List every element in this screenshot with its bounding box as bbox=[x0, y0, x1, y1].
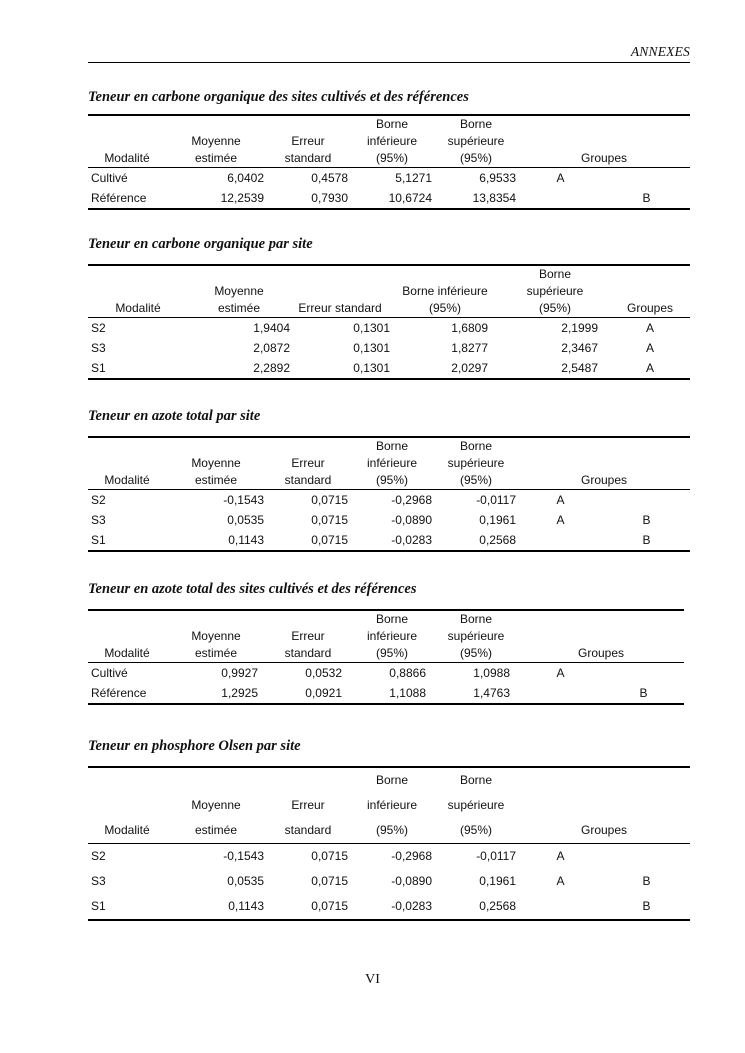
cell-borne-sup: 6,9533 bbox=[479, 170, 516, 185]
cell-borne-inf: 1,1088 bbox=[350, 683, 434, 704]
header-modalite: Modalité bbox=[88, 115, 166, 168]
page-header-title: ANNEXES bbox=[630, 44, 690, 59]
table-row bbox=[88, 869, 690, 894]
cell-groupe-a: A bbox=[556, 665, 565, 680]
cell-moyenne: 1,9404 bbox=[253, 320, 290, 335]
header-moyenne: Moyenne estimée bbox=[188, 265, 290, 318]
cell-modalite: S3 bbox=[91, 512, 106, 527]
header-erreur: Erreur standard bbox=[266, 115, 350, 168]
cell-moyenne: 0,0535 bbox=[227, 874, 264, 888]
cell-borne-inf: 2,0297 bbox=[390, 358, 500, 379]
header-borne-inf: Borne inférieure (95%) bbox=[350, 115, 434, 168]
header-borne-inf: Borne inférieure (95%) bbox=[350, 610, 434, 663]
cell-borne-sup: 2,3467 bbox=[561, 340, 598, 355]
cell-moyenne: -0,1543 bbox=[223, 849, 264, 863]
cell-moyenne: 0,1143 bbox=[166, 894, 266, 920]
header-erreur: Erreur standard bbox=[266, 767, 350, 844]
table4-title: Teneur en azote total des sites cultivés et des références bbox=[88, 581, 417, 597]
table3 bbox=[88, 436, 690, 552]
cell-modalite: S2 bbox=[91, 492, 106, 507]
table-row bbox=[88, 490, 690, 511]
cell-borne-inf: 1,6809 bbox=[451, 320, 488, 335]
header-borne-sup: Borne supérieure (95%) bbox=[434, 115, 518, 168]
table-row bbox=[88, 663, 684, 684]
cell-modalite: S2 bbox=[91, 849, 106, 863]
cell-groupe-a: A bbox=[556, 170, 565, 185]
cell-modalite: S1 bbox=[88, 894, 166, 920]
cell-moyenne: 1,2925 bbox=[166, 683, 266, 704]
cell-erreur: 0,4578 bbox=[311, 170, 348, 185]
cell-modalite: Cultivé bbox=[91, 665, 128, 680]
cell-modalite: Cultivé bbox=[91, 170, 128, 185]
cell-borne-sup: 0,2568 bbox=[434, 894, 518, 920]
cell-groupe-b: B bbox=[642, 512, 651, 527]
header-groupes: Groupes bbox=[518, 610, 684, 663]
table-row bbox=[88, 844, 690, 870]
table5-title: Teneur en phosphore Olsen par site bbox=[88, 738, 301, 754]
header-modalite: Modalité bbox=[88, 437, 166, 490]
cell-borne-inf: 10,6724 bbox=[350, 188, 434, 209]
cell-modalite: S3 bbox=[91, 874, 106, 888]
cell-modalite: Référence bbox=[88, 683, 166, 704]
header-groupes: Groupes bbox=[518, 437, 690, 490]
cell-borne-sup: 1,0988 bbox=[473, 665, 510, 680]
header-borne-sup: Borne supérieure (95%) bbox=[434, 437, 518, 490]
header-moyenne: Moyenne estimée bbox=[166, 437, 266, 490]
cell-erreur: 0,0715 bbox=[311, 492, 348, 507]
cell-erreur: 0,1301 bbox=[353, 320, 390, 335]
cell-groupe-a bbox=[518, 683, 603, 704]
cell-groupe-a: A bbox=[556, 849, 565, 863]
cell-borne-inf: -0,2968 bbox=[391, 849, 432, 863]
cell-borne-inf: -0,0890 bbox=[391, 512, 432, 527]
header-groupes: Groupes bbox=[610, 265, 690, 318]
table3-title: Teneur en azote total par site bbox=[88, 408, 261, 424]
cell-groupe-b: B bbox=[603, 894, 690, 920]
cell-groupe-a bbox=[518, 530, 603, 551]
cell-groupe-b: B bbox=[642, 874, 651, 888]
header-borne-sup: Borne supérieure (95%) bbox=[434, 610, 518, 663]
cell-borne-sup: 1,4763 bbox=[434, 683, 518, 704]
cell-groupe: A bbox=[610, 358, 690, 379]
table1-title: Teneur en carbone organique des sites cultivés et des références bbox=[88, 89, 469, 105]
header-moyenne: Moyenne estimée bbox=[166, 610, 266, 663]
cell-borne-inf: -0,0283 bbox=[350, 530, 434, 551]
table-row bbox=[88, 338, 690, 358]
cell-borne-inf: -0,0890 bbox=[391, 874, 432, 888]
table-row bbox=[88, 510, 690, 530]
cell-groupe-b bbox=[603, 844, 690, 870]
cell-borne-sup: -0,0117 bbox=[476, 492, 516, 507]
header-borne-inf: Borne inférieure (95%) bbox=[350, 767, 434, 844]
cell-groupe: A bbox=[645, 320, 654, 335]
cell-groupe-a: A bbox=[556, 512, 565, 527]
header-erreur: Erreur standard bbox=[266, 437, 350, 490]
header-borne-inf: Borne inférieure (95%) bbox=[350, 437, 434, 490]
cell-borne-sup: 0,1961 bbox=[479, 874, 516, 888]
cell-borne-sup: 2,1999 bbox=[561, 320, 598, 335]
cell-groupe-b bbox=[603, 490, 690, 511]
table-row bbox=[88, 318, 690, 339]
table5 bbox=[88, 766, 690, 921]
cell-erreur: 0,0532 bbox=[305, 665, 342, 680]
cell-groupe: A bbox=[645, 340, 654, 355]
cell-erreur: 0,0715 bbox=[266, 530, 350, 551]
cell-moyenne: -0,1543 bbox=[223, 492, 264, 507]
cell-erreur: 0,7930 bbox=[266, 188, 350, 209]
cell-erreur: 0,1301 bbox=[353, 340, 390, 355]
cell-borne-sup: -0,0117 bbox=[476, 849, 516, 863]
cell-erreur: 0,0921 bbox=[266, 683, 350, 704]
cell-groupe-b: B bbox=[603, 188, 690, 209]
header-modalite: Modalité bbox=[88, 767, 166, 844]
table1 bbox=[88, 114, 690, 210]
cell-moyenne: 6,0402 bbox=[227, 170, 264, 185]
cell-moyenne: 0,0535 bbox=[227, 512, 264, 527]
table-row bbox=[88, 358, 690, 379]
cell-borne-inf: -0,2968 bbox=[391, 492, 432, 507]
cell-borne-sup: 2,5487 bbox=[500, 358, 610, 379]
header-borne-inf: Borne inférieure (95%) bbox=[390, 265, 500, 318]
cell-borne-inf: 5,1271 bbox=[395, 170, 432, 185]
cell-groupe-b bbox=[603, 168, 690, 189]
cell-groupe-b bbox=[603, 663, 684, 684]
cell-groupe-b: B bbox=[603, 683, 684, 704]
cell-erreur: 0,0715 bbox=[311, 512, 348, 527]
header-erreur: Erreur standard bbox=[290, 265, 390, 318]
cell-borne-sup: 0,1961 bbox=[479, 512, 516, 527]
cell-modalite: S1 bbox=[88, 530, 166, 551]
cell-moyenne: 12,2539 bbox=[166, 188, 266, 209]
cell-moyenne: 2,0872 bbox=[253, 340, 290, 355]
cell-modalite: S2 bbox=[91, 320, 106, 335]
table4 bbox=[88, 609, 684, 705]
cell-groupe-a: A bbox=[556, 492, 565, 507]
cell-groupe-a: A bbox=[556, 874, 565, 888]
cell-borne-inf: 0,8866 bbox=[389, 665, 426, 680]
table-row bbox=[88, 168, 690, 189]
cell-modalite: Référence bbox=[88, 188, 166, 209]
header-modalite: Modalité bbox=[88, 265, 188, 318]
cell-borne-sup: 13,8354 bbox=[434, 188, 518, 209]
table-row bbox=[88, 530, 690, 551]
header-erreur: Erreur standard bbox=[266, 610, 350, 663]
header-groupes: Groupes bbox=[518, 767, 690, 844]
cell-borne-inf: 1,8277 bbox=[451, 340, 488, 355]
cell-groupe-b: B bbox=[603, 530, 690, 551]
table-row bbox=[88, 894, 690, 920]
table-row bbox=[88, 188, 690, 209]
page-number: VI bbox=[365, 972, 380, 987]
cell-erreur: 0,0715 bbox=[266, 894, 350, 920]
header-modalite: Modalité bbox=[88, 610, 166, 663]
header-moyenne: Moyenne estimée bbox=[166, 767, 266, 844]
table2 bbox=[88, 264, 690, 380]
cell-moyenne: 2,2892 bbox=[188, 358, 290, 379]
cell-erreur: 0,0715 bbox=[311, 849, 348, 863]
cell-groupe-a bbox=[518, 894, 603, 920]
cell-erreur: 0,1301 bbox=[290, 358, 390, 379]
cell-groupe-a bbox=[518, 188, 603, 209]
header-groupes: Groupes bbox=[518, 115, 690, 168]
cell-moyenne: 0,9927 bbox=[221, 665, 258, 680]
cell-modalite: S3 bbox=[91, 340, 106, 355]
table-row bbox=[88, 683, 684, 704]
cell-borne-sup: 0,2568 bbox=[434, 530, 518, 551]
cell-moyenne: 0,1143 bbox=[166, 530, 266, 551]
cell-borne-inf: -0,0283 bbox=[350, 894, 434, 920]
header-borne-sup: Borne supérieure (95%) bbox=[500, 265, 610, 318]
header-borne-sup: Borne supérieure (95%) bbox=[434, 767, 518, 844]
cell-erreur: 0,0715 bbox=[311, 874, 348, 888]
header-rule bbox=[88, 62, 690, 63]
header-moyenne: Moyenne estimée bbox=[166, 115, 266, 168]
cell-modalite: S1 bbox=[88, 358, 188, 379]
table2-title: Teneur en carbone organique par site bbox=[88, 236, 313, 252]
